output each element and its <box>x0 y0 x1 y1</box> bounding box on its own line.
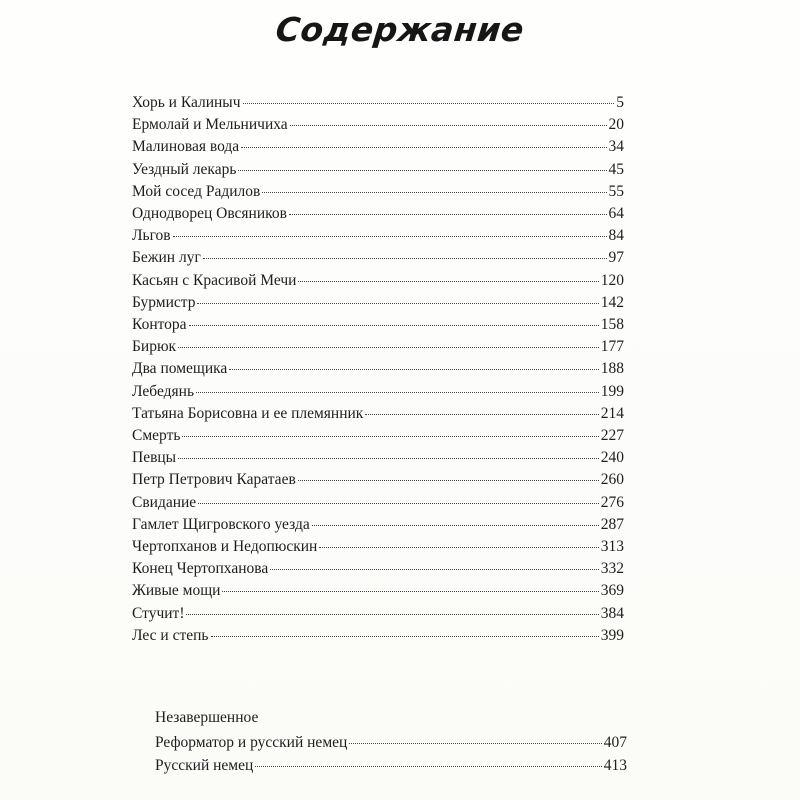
toc-entry <box>155 755 627 776</box>
dot-leader <box>290 111 607 126</box>
dot-leader <box>211 622 599 637</box>
toc-entry-page-number: 413 <box>603 757 627 774</box>
dot-leader <box>182 422 598 437</box>
toc-entry <box>132 181 624 202</box>
toc-entry-title: Свидание <box>132 493 197 511</box>
toc-entry-title: Певцы <box>132 449 177 467</box>
toc-entry-page-number: 64 <box>608 205 624 222</box>
toc-entry-page-number: 384 <box>600 604 624 622</box>
toc-entry-page-number: 34 <box>608 138 624 156</box>
toc-entry-page-number: 142 <box>600 293 624 311</box>
toc-entry <box>132 403 624 424</box>
toc-entry-page-number: 55 <box>608 182 624 200</box>
toc-entry-page-number: 45 <box>608 160 624 178</box>
toc-entry <box>132 603 624 624</box>
toc-entry-page-number: 240 <box>600 449 624 467</box>
toc-entry-title: Бирюк <box>132 338 177 356</box>
toc-entry-page-number: 287 <box>600 515 624 533</box>
toc-entry <box>132 447 624 468</box>
toc-entry-title: Русский немец <box>155 757 254 774</box>
toc-entry-title: Реформатор и русский немец <box>155 734 348 751</box>
dot-leader <box>312 511 599 526</box>
dot-leader <box>270 555 599 570</box>
dot-leader <box>241 133 606 148</box>
toc-entry <box>132 558 624 579</box>
toc-entry <box>132 314 624 335</box>
toc-entry-title: Татьяна Борисовна и ее племянник <box>132 404 364 422</box>
toc-entry <box>132 159 624 180</box>
toc-entry-page-number: 214 <box>600 404 624 422</box>
toc-entry <box>132 514 624 535</box>
toc-entry-title: Контора <box>132 316 187 333</box>
toc-entry-page-number: 407 <box>603 734 627 751</box>
toc-entry-page-number: 332 <box>600 560 624 578</box>
toc-entry <box>132 536 624 557</box>
dot-leader <box>262 178 606 193</box>
toc-entry-title: Однодворец Овсяников <box>132 205 287 222</box>
dot-leader <box>203 244 607 259</box>
toc-entry-title: Ермолай и Мельничиха <box>132 116 288 134</box>
dot-leader <box>289 200 607 215</box>
toc-entry-title: Конец Чертопханова <box>132 560 269 578</box>
toc-entry <box>132 247 624 268</box>
toc-entry-page-number: 84 <box>608 227 624 245</box>
toc-entry-title: Касьян с Красивой Мечи <box>132 271 297 289</box>
toc-entry-page-number: 313 <box>600 538 624 555</box>
dot-leader <box>229 355 598 370</box>
toc-entry-title: Мой сосед Радилов <box>132 182 261 200</box>
toc-entry <box>132 358 624 379</box>
dot-leader <box>198 489 599 504</box>
toc-entry-title: Чертопханов и Недопюскин <box>132 538 318 555</box>
dot-leader <box>238 156 606 171</box>
toc-entry-title: Льгов <box>132 227 171 245</box>
toc-entry-page-number: 399 <box>600 626 624 644</box>
toc-entry <box>132 136 624 157</box>
toc-entry-title: Лес и степь <box>132 626 209 644</box>
toc-entry <box>132 425 624 446</box>
toc-entry <box>132 580 624 601</box>
section-heading-unfinished: Незавершенное <box>155 709 259 726</box>
toc-entry-title: Живые мощи <box>132 582 221 600</box>
toc-entry-title: Хорь и Калиныч <box>132 94 241 111</box>
toc-entry-page-number: 97 <box>608 249 624 267</box>
toc-entry-page-number: 260 <box>600 471 624 489</box>
dot-leader <box>349 729 601 744</box>
dot-leader <box>178 444 599 459</box>
toc-entry <box>132 225 624 246</box>
toc-entry-page-number: 227 <box>600 427 624 444</box>
toc-entry-title: Два помещика <box>132 360 228 378</box>
toc-entry-title: Гамлет Щигровского уезда <box>132 515 310 533</box>
toc-entry-page-number: 369 <box>600 582 624 600</box>
toc-entry-page-number: 5 <box>616 94 624 111</box>
toc-entry <box>132 92 624 113</box>
toc-entry <box>132 292 624 313</box>
dot-leader <box>196 378 599 393</box>
dot-leader <box>298 267 598 282</box>
toc-entry <box>132 203 624 224</box>
toc-entry-title: Петр Петрович Каратаев <box>132 471 296 489</box>
dot-leader <box>255 752 601 767</box>
toc-entry-page-number: 188 <box>600 360 624 378</box>
toc-entry-page-number: 276 <box>600 493 624 511</box>
toc-entry-page-number: 120 <box>600 271 624 289</box>
toc-entry <box>155 732 627 753</box>
dot-leader <box>243 89 615 104</box>
toc-entry-title: Малиновая вода <box>132 138 240 156</box>
toc-entry-title: Стучит! <box>132 604 185 622</box>
toc-entry <box>132 492 624 513</box>
toc-entry <box>132 336 624 357</box>
toc-entry-page-number: 177 <box>600 338 624 356</box>
toc-entry-title: Бежин луг <box>132 249 201 267</box>
dot-leader <box>298 466 599 481</box>
page-title: Содержание <box>273 10 527 49</box>
dot-leader <box>222 577 598 592</box>
toc-entry <box>132 469 624 490</box>
dot-leader <box>319 533 598 548</box>
toc-entry-page-number: 20 <box>608 116 624 134</box>
dot-leader <box>173 222 607 237</box>
toc-entry-page-number: 158 <box>600 316 624 333</box>
dot-leader <box>365 400 598 415</box>
toc-entry <box>132 114 624 135</box>
dot-leader <box>197 289 598 304</box>
toc-entry-title: Лебедянь <box>132 382 195 400</box>
dot-leader <box>189 311 599 326</box>
toc-entry-title: Уездный лекарь <box>132 160 237 178</box>
toc-entry <box>132 270 624 291</box>
toc-entry-title: Бурмистр <box>132 293 196 311</box>
toc-entry-page-number: 199 <box>600 382 624 400</box>
toc-entry-title: Смерть <box>132 427 181 444</box>
dot-leader <box>178 333 599 348</box>
toc-entry <box>132 381 624 402</box>
toc-entry <box>132 625 624 646</box>
dot-leader <box>186 600 598 615</box>
